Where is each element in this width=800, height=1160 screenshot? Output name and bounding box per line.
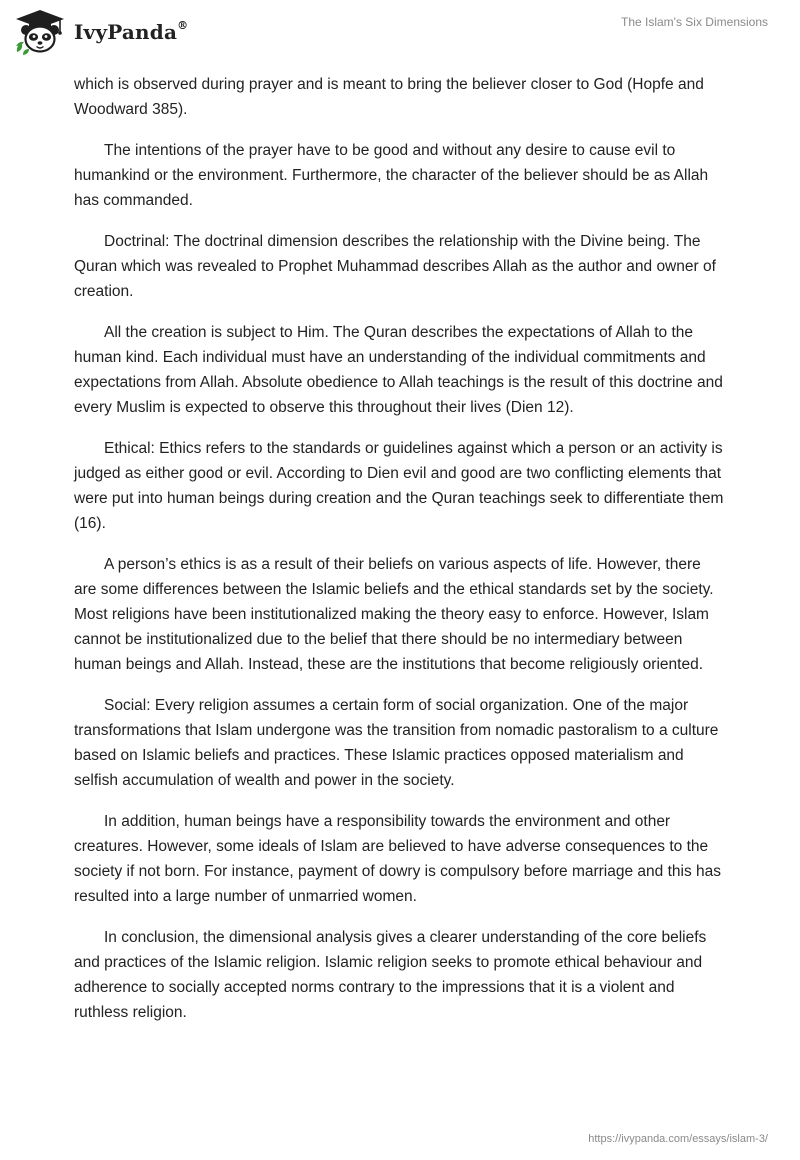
paragraph-prayer-intentions: The intentions of the prayer have to be good and without any desire to cause evil to humankind or the environment. Furthermore, the character of the believer should be as Allah has commanded. xyxy=(74,142,709,209)
paragraph-responsibility: In addition, human beings have a responsibility towards the environment and other creatures. However, some ideals of Islam are believed to have adverse consequences to the society if not born. For instance, payment of dowry is compulsory before marriage and this has resulted into a large number of unmarried women. xyxy=(74,813,721,905)
paragraph-ethical: Ethical: Ethics refers to the standards or guidelines against which a person or an activity is judged as either good or evil. According to Dien evil and good are two conflicting elements that were put into human beings during creation and the Quran teachings seek to differentiate them (16). xyxy=(74,440,724,532)
paragraph-creation: All the creation is subject to Him. The Quran describes the expectations of Allah to the human kind. Each individual must have an understanding of the individual commitments and expectations from Allah. Absolute obedience to Allah teachings is the result of this doctrine and every Muslim is expected to observe this throughout their lives (Dien 12). xyxy=(74,324,723,416)
panda-graduate-icon xyxy=(14,8,66,56)
paragraph-doctrinal: Doctrinal: The doctrinal dimension describes the relationship with the Divine being. The Quran which was revealed to Prophet Muhammad describes Allah as the author and owner of creation. xyxy=(74,233,716,300)
ivypanda-logo[interactable] xyxy=(14,8,188,56)
registered-mark: ® xyxy=(177,19,189,33)
source-url-link[interactable]: https://ivypanda.com/essays/islam-3/ xyxy=(588,1133,768,1145)
paragraph-continued: which is observed during prayer and is meant to bring the believer closer to God (Hopfe and Woodward 385). xyxy=(74,76,704,118)
document-title: The Islam's Six Dimensions xyxy=(621,15,768,29)
brand-name: IvyPanda® xyxy=(74,19,189,44)
paragraph-conclusion: In conclusion, the dimensional analysis gives a clearer understanding of the core beliefs and practices of the Islamic religion. Islamic religion seeks to promote ethical behaviour and adherence to socially accepted norms contrary to the impressions that it is a violent and ruthless religion. xyxy=(74,929,707,1021)
essay-body xyxy=(74,72,724,1041)
paragraph-ethics-beliefs: A person’s ethics is as a result of their beliefs on various aspects of life. However, there are some differences between the Islamic beliefs and the ethical standards set by the society. Most religions have been institutionalized making the theory easy to enforce. However, Islam cannot be institutionalized due to the belief that there should be no intermediary between human beings and Allah. Instead, these are the institutions that become religiously oriented. xyxy=(74,556,714,673)
page-header xyxy=(0,0,800,70)
paragraph-social: Social: Every religion assumes a certain form of social organization. One of the major transformations that Islam undergone was the transition from nomadic pastoralism to a culture based on Islamic beliefs and practices. These Islamic practices opposed materialism and selfish accumulation of wealth and power in the society. xyxy=(74,697,719,789)
